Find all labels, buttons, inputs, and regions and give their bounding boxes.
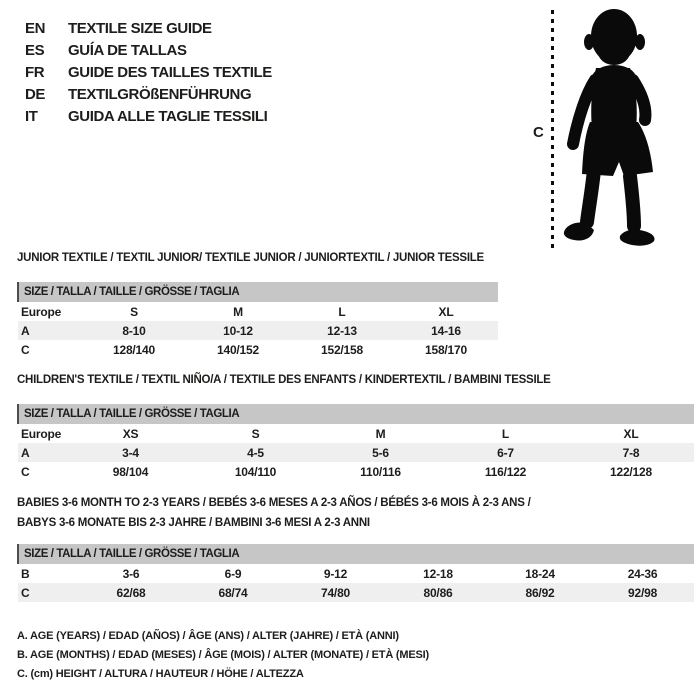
table-cell: S (130, 304, 138, 319)
table-cell: 12-13 (290, 321, 394, 340)
table-cell: 6-9 (224, 566, 242, 581)
row-label: B (21, 566, 30, 581)
table-row-europe (18, 424, 694, 443)
lang-row-fr (25, 61, 272, 83)
table-cell: L (501, 426, 510, 441)
size-header-row (18, 404, 694, 424)
table-cell: M (233, 304, 243, 319)
table-cell: 4-5 (193, 443, 318, 462)
junior-size-table (17, 282, 498, 359)
lang-code: IT (25, 107, 38, 125)
footnote-legend (17, 627, 429, 684)
table-cell: 104/110 (234, 464, 277, 479)
lang-code: EN (25, 19, 46, 37)
lang-row-en (25, 17, 272, 39)
table-row-height (18, 583, 694, 602)
size-header-bar: SIZE / TALLA / TAILLE / GRÖSSE / TAGLIA (18, 544, 694, 564)
height-measure-figure (530, 6, 698, 254)
babies-section-title-line2: BABYS 3-6 MONATE BIS 2-3 JAHRE / BAMBINI 3-6 MESI A 2-3 ANNI (17, 517, 370, 529)
table-cell: 18-24 (525, 566, 555, 581)
row-label: A (18, 321, 82, 340)
table-row-height (18, 340, 498, 359)
size-header-row (18, 282, 498, 302)
lang-label: GUÍA DE TALLAS (68, 41, 187, 59)
footnote-a: A. AGE (YEARS) / EDAD (AÑOS) / ÂGE (ANS) / ALTER (JAHRE) / ETÀ (ANNI) (17, 630, 399, 642)
row-label: C (21, 464, 30, 479)
lang-row-it (25, 105, 272, 127)
babies-size-table (17, 544, 694, 602)
lang-code: ES (25, 41, 45, 59)
row-label: Europe (21, 304, 62, 319)
table-cell: 158/170 (425, 342, 467, 357)
lang-row-de (25, 83, 272, 105)
lang-label: GUIDE DES TAILLES TEXTILE (68, 63, 272, 81)
row-label: A (18, 443, 68, 462)
row-label: C (18, 583, 80, 602)
children-section-title: CHILDREN'S TEXTILE / TEXTIL NIÑO/A / TEXTILE DES ENFANTS / KINDERTEXTIL / BAMBINI TESSILE (17, 374, 551, 386)
table-cell: 110/116 (360, 464, 401, 479)
toddler-silhouette-icon (556, 6, 688, 250)
table-row-height (18, 462, 694, 481)
table-cell: 152/158 (321, 342, 363, 357)
table-cell: L (338, 304, 346, 319)
table-cell: M (375, 426, 386, 441)
table-row-months (18, 564, 694, 583)
table-cell: 140/152 (217, 342, 259, 357)
table-cell: 6-7 (443, 443, 568, 462)
table-cell: 8-10 (82, 321, 186, 340)
table-cell: XL (438, 304, 454, 319)
lang-label: TEXTILGRÖßENFÜHRUNG (68, 85, 252, 103)
table-cell: 68/74 (182, 583, 284, 602)
table-cell: 116/122 (484, 464, 527, 479)
lang-code: DE (25, 85, 46, 103)
table-cell: XL (623, 426, 639, 441)
table-cell: 3-6 (122, 566, 140, 581)
size-header-bar: SIZE / TALLA / TAILLE / GRÖSSE / TAGLIA (18, 404, 694, 424)
row-label: Europe (21, 426, 62, 441)
table-cell: 24-36 (627, 566, 658, 581)
table-cell: 3-4 (68, 443, 193, 462)
row-label: C (21, 342, 30, 357)
table-cell: 74/80 (284, 583, 387, 602)
table-row-age (18, 321, 498, 340)
lang-label: GUIDA ALLE TAGLIE TESSILI (68, 107, 268, 125)
table-cell: 122/128 (610, 464, 652, 479)
table-row-age (18, 443, 694, 462)
table-cell: S (251, 426, 260, 441)
children-size-table (17, 404, 694, 481)
lang-code: FR (25, 63, 45, 81)
table-cell: 128/140 (113, 342, 155, 357)
size-header-bar: SIZE / TALLA / TAILLE / GRÖSSE / TAGLIA (18, 282, 498, 302)
table-cell: 12-18 (423, 566, 453, 581)
babies-section-title: BABIES 3-6 MONTH TO 2-3 YEARS / BEBÉS 3-6 MESES A 2-3 AÑOS / BÉBÉS 3-6 MOIS À 2-3 ANS / (17, 497, 531, 509)
size-header-row (18, 544, 694, 564)
table-cell: 86/92 (489, 583, 591, 602)
table-cell: 9-12 (323, 566, 348, 581)
table-cell: 5-6 (318, 443, 443, 462)
lang-label: TEXTILE SIZE GUIDE (68, 19, 212, 37)
language-title-list (25, 17, 272, 127)
height-measure-dotted-line (551, 10, 554, 250)
table-cell: 62/68 (80, 583, 182, 602)
footnote-c: C. (cm) HEIGHT / ALTURA / HAUTEUR / HÖHE / ALTEZZA (17, 668, 304, 680)
table-cell: 92/98 (591, 583, 694, 602)
table-cell: 7-8 (568, 443, 694, 462)
table-row-europe (18, 302, 498, 321)
lang-row-es (25, 39, 272, 61)
junior-section-title: JUNIOR TEXTILE / TEXTIL JUNIOR/ TEXTILE JUNIOR / JUNIORTEXTIL / JUNIOR TESSILE (17, 252, 484, 264)
table-cell: 14-16 (394, 321, 498, 340)
footnote-b: B. AGE (MONTHS) / EDAD (MESES) / ÂGE (MOIS) / ALTER (MONATE) / ETÀ (MESI) (17, 649, 429, 661)
measure-c-label: C (533, 124, 544, 141)
table-cell: 80/86 (387, 583, 489, 602)
table-cell: XS (122, 426, 139, 441)
table-cell: 10-12 (186, 321, 290, 340)
table-cell: 98/104 (112, 464, 149, 479)
